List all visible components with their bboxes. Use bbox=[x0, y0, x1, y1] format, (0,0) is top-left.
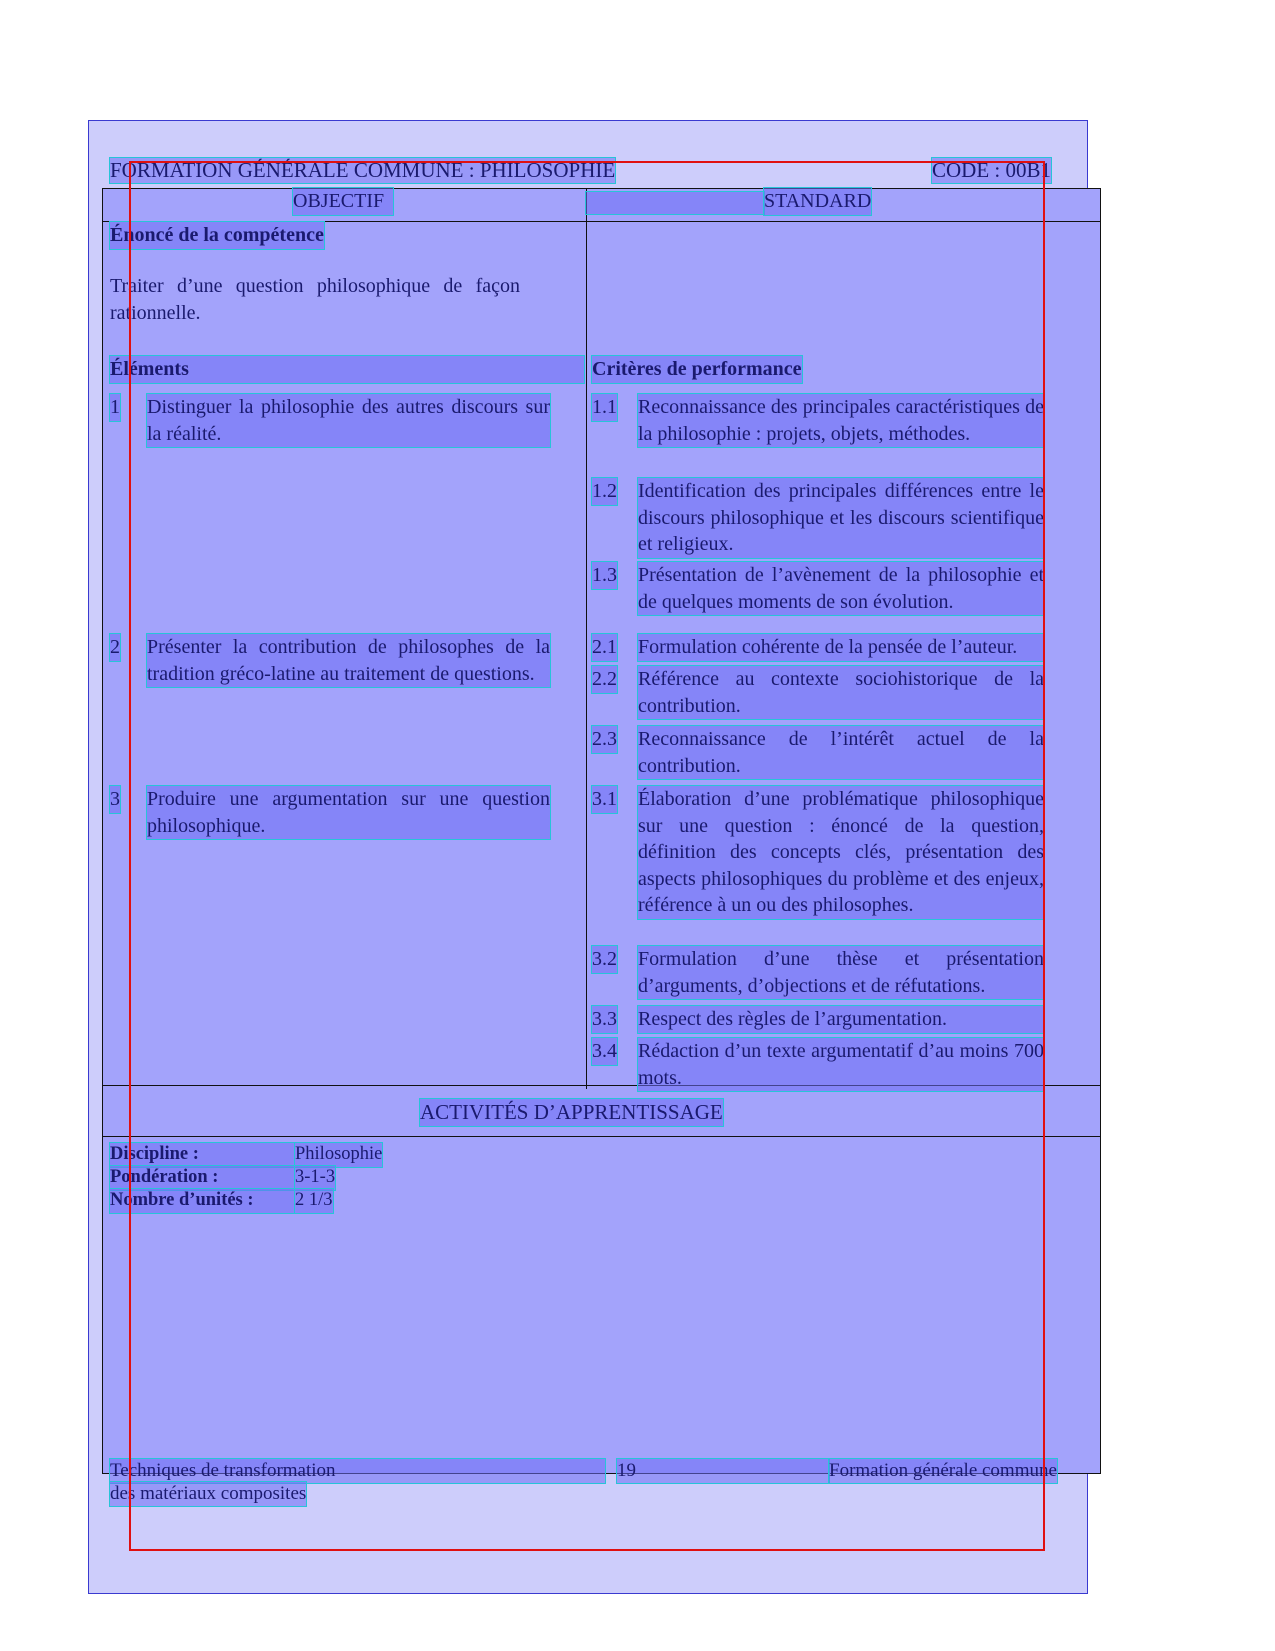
critere-text: Reconnaissance de l’intérêt actuel de la contribution. bbox=[638, 726, 1044, 779]
activities-header-divider bbox=[103, 1136, 1100, 1137]
header-title: FORMATION GÉNÉRALE COMMUNE : PHILOSOPHIE bbox=[110, 158, 616, 182]
critere-item bbox=[592, 1038, 1044, 1094]
critere-text: Formulation d’une thèse et présentation d’arguments, d’objections et de réfutations. bbox=[638, 946, 1044, 999]
discipline-value: Philosophie bbox=[295, 1143, 382, 1167]
critere-number: 1.2 bbox=[592, 478, 617, 505]
critere-text: Élaboration d’une problématique philosophique sur une question : énoncé de la question, définition des concepts clés, présentation des aspects philosophiques du problème et des enjeux, référence à un ou des philosophes. bbox=[638, 786, 1044, 919]
element-item bbox=[110, 394, 550, 450]
critere-text: Identification des principales différences entre le discours philosophique et les discours scientifique et religieux. bbox=[638, 478, 1044, 558]
unites-value: 2 1/3 bbox=[295, 1189, 333, 1213]
critere-number: 3.1 bbox=[592, 786, 617, 813]
enonce-text-block bbox=[110, 273, 520, 329]
footer-page-number: 19 bbox=[617, 1459, 829, 1483]
column-header-standard: STANDARD bbox=[764, 188, 871, 215]
column-header-objectif: OBJECTIF bbox=[293, 188, 393, 215]
enonce-heading: Énoncé de la compétence bbox=[110, 222, 324, 249]
ponderation-value: 3-1-3 bbox=[295, 1166, 335, 1190]
element-text: Distinguer la philosophie des autres discours sur la réalité. bbox=[147, 394, 550, 447]
critere-text: Présentation de l’avènement de la philosophie et de quelques moments de son évolution. bbox=[638, 562, 1044, 615]
critere-number: 2.2 bbox=[592, 666, 617, 693]
critere-number: 2.3 bbox=[592, 726, 617, 753]
critere-item bbox=[592, 394, 1044, 474]
element-number: 1 bbox=[110, 394, 120, 421]
enonce-text: Traiter d’une question philosophique de façon rationnelle. bbox=[110, 275, 520, 324]
criteres-heading: Critères de performance bbox=[592, 356, 802, 383]
critere-number: 3.2 bbox=[592, 946, 617, 973]
column-divider bbox=[586, 189, 587, 1089]
critere-item bbox=[592, 1006, 1044, 1034]
elements-heading: Éléments bbox=[110, 356, 584, 383]
critere-number: 2.1 bbox=[592, 634, 617, 661]
element-item bbox=[110, 634, 550, 714]
discipline-label: Discipline : bbox=[110, 1143, 294, 1167]
critere-item bbox=[592, 726, 1044, 782]
activites-title: ACTIVITÉS D’APPRENTISSAGE bbox=[420, 1100, 723, 1124]
footer-left-line1: Techniques de transformation bbox=[110, 1459, 605, 1483]
critere-number: 1.1 bbox=[592, 394, 617, 421]
element-text: Produire une argumentation sur une question philosophique. bbox=[147, 786, 550, 839]
element-number: 3 bbox=[110, 786, 120, 813]
critere-number: 3.4 bbox=[592, 1038, 617, 1065]
footer-right: Formation générale commune bbox=[829, 1460, 1057, 1481]
critere-number: 3.3 bbox=[592, 1006, 617, 1033]
footer-left-line2: des matériaux composites bbox=[110, 1483, 307, 1504]
critere-text: Formulation cohérente de la pensée de l’auteur. bbox=[638, 634, 1044, 661]
element-number: 2 bbox=[110, 634, 120, 661]
critere-text: Rédaction d’un texte argumentatif d’au moins 700 mots. bbox=[638, 1038, 1044, 1091]
critere-text: Reconnaissance des principales caractéristiques de la philosophie : projets, objets, méthodes. bbox=[638, 394, 1044, 447]
column-header-gap bbox=[586, 192, 764, 214]
critere-item bbox=[592, 946, 1044, 1002]
element-text: Présenter la contribution de philosophes de la tradition gréco-latine au traitement de questions. bbox=[147, 634, 550, 687]
header-code: CODE : 00B1 bbox=[932, 158, 1052, 182]
critere-item bbox=[592, 634, 1044, 662]
critere-item bbox=[592, 786, 1044, 944]
critere-item bbox=[592, 562, 1044, 618]
unites-label: Nombre d’unités : bbox=[110, 1189, 294, 1213]
critere-item bbox=[592, 666, 1044, 722]
ponderation-label: Pondération : bbox=[110, 1166, 294, 1190]
element-item bbox=[110, 786, 550, 842]
critere-text: Référence au contexte sociohistorique de la contribution. bbox=[638, 666, 1044, 719]
critere-item bbox=[592, 478, 1044, 558]
critere-number: 1.3 bbox=[592, 562, 617, 589]
critere-text: Respect des règles de l’argumentation. bbox=[638, 1006, 1044, 1033]
